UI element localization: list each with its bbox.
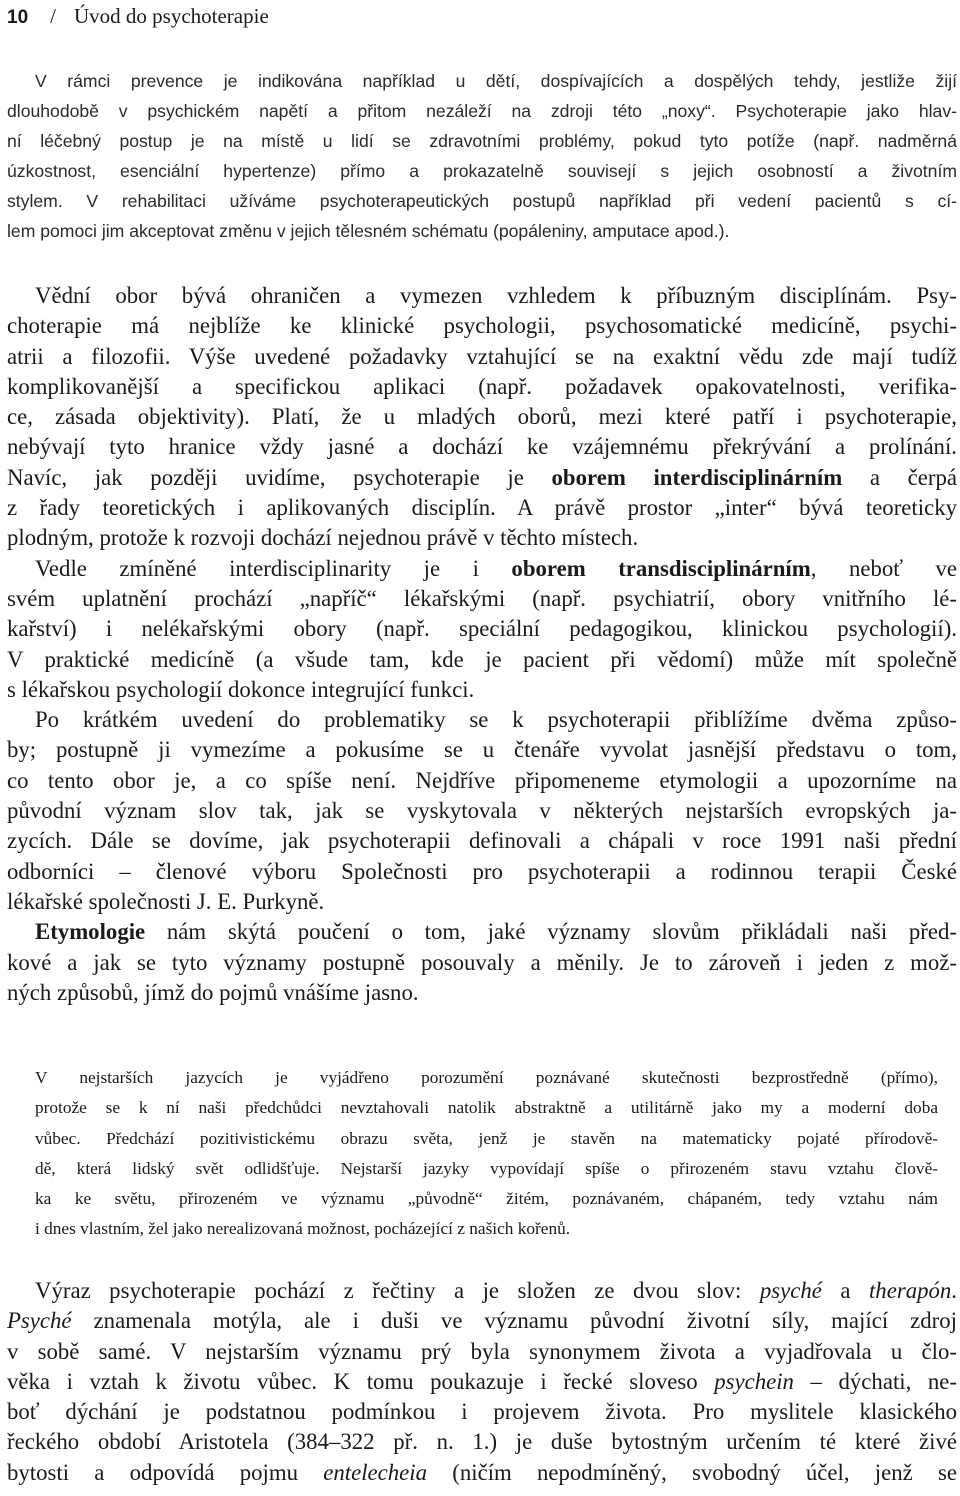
text-line: atrii a filozofii. Výše uvedené požadavky vztahující se na exaktní vědu zde mají tudíž bbox=[7, 343, 957, 369]
text-line: kařství) i nelékařskými obory (např. speciální pedagogikou, klinickou psychologií). bbox=[7, 616, 957, 642]
term-therapon: therapón bbox=[868, 1278, 952, 1303]
text-line: protože se k ní naši předchůdci nevztahovali natolik abstraktně a utilitárně jako my a moderní doba bbox=[35, 1098, 938, 1118]
text-line: co tento obor je, a co spíše není. Nejdříve připomeneme etymologii a upozorníme na bbox=[7, 767, 957, 793]
inset-note bbox=[35, 1063, 938, 1245]
emphasis-interdisciplinary: oborem interdisciplinárním bbox=[551, 464, 843, 490]
text-line: by; postupně ji vymezíme a pokusíme se u čtenáře vyvolat jasnější představu o tom, bbox=[7, 737, 957, 763]
text-run: znamenala motýla, ale i duši ve významu původní životní síly, mající zdroj bbox=[71, 1308, 957, 1334]
text-line: nebývají tyto hranice vždy jasné a dochází ke vzájemnému překrývání a prolínání. bbox=[7, 434, 957, 460]
text-line bbox=[7, 1306, 957, 1336]
text-line: z řady teoretických i aplikovaných disciplín. A právě prostor „inter“ bývá teoreticky bbox=[7, 495, 957, 521]
text-line: ka ke světu, přirozeném ve významu „původně“ žitém, poznávaném, chápaném, tedy vztahu nám bbox=[35, 1189, 938, 1209]
text-run: Navíc, jak později uvidíme, psychoterapie je bbox=[7, 464, 552, 490]
text-line: V nejstarších jazycích je vyjádřeno porozumění poznávané skutečnosti bezprostředně (přímo), bbox=[35, 1068, 938, 1087]
text-line: ní léčebný postup je na místě u lidí se zdravotními problémy, pokud tyto potíže (např. nadměrná bbox=[7, 131, 957, 151]
text-run: – dýchati, ne- bbox=[793, 1368, 957, 1394]
text-line: zycích. Dále se dovíme, jak psychoterapii definovali a chápali v roce 1991 naši přední bbox=[7, 828, 957, 854]
text-line bbox=[7, 463, 957, 493]
page-number: 10 bbox=[7, 7, 29, 28]
text-line: Po krátkém uvedení do problematiky se k psychoterapii přiblížíme dvěma způso- bbox=[35, 707, 957, 733]
text-line: dě, která lidský svět odlidšťuje. Nejstarší jazyky vypovídají spíše o přirozeném stavu vztahu člově- bbox=[35, 1158, 938, 1178]
text-run: nám skýtá poučení o tom, jaké významy slovům přikládali naši před- bbox=[145, 919, 957, 945]
text-line bbox=[7, 1276, 957, 1306]
chapter-title: Úvod do psychoterapie bbox=[73, 4, 269, 28]
text-line: odborníci – členové výboru Společnosti pro psychoterapii a rodinnou terapii České bbox=[7, 858, 957, 884]
emphasis-transdisciplinary: oborem transdisciplinárním bbox=[511, 555, 811, 581]
text-line: s lékařskou psychologií dokonce integrující funkci. bbox=[7, 676, 475, 702]
text-line: vůbec. Předchází pozitivistickému obrazu světa, jenž je stavěn na matematicky pojaté přírodově- bbox=[35, 1128, 938, 1148]
text-run: , neboť ve bbox=[810, 555, 957, 581]
text-line bbox=[7, 917, 957, 947]
text-run: a čerpá bbox=[842, 464, 957, 490]
text-line: lem pomoci jim akceptovat změnu v jejich tělesném schématu (popáleniny, amputace apod.). bbox=[7, 221, 730, 241]
text-line bbox=[7, 1458, 957, 1488]
term-psychein: psychein bbox=[714, 1368, 794, 1394]
text-line: boť dýchání je podstatnou podmínkou i projevem života. Pro myslitele klasického bbox=[7, 1399, 957, 1425]
term-psyche: Psyché bbox=[7, 1308, 72, 1334]
text-line: i dnes vlastním, žel jako nerealizovaná možnost, pocházející z našich kořenů. bbox=[35, 1219, 571, 1239]
text-line: původní význam slov tak, jak se vyskytovala v některých nejstarších evropských ja- bbox=[7, 798, 957, 824]
text-line: V praktické medicíně (a všude tam, kde je pacient při vědomí) může mít společně bbox=[7, 646, 957, 672]
text-line bbox=[7, 554, 957, 584]
text-line: lékařské společnosti J. E. Purkyně. bbox=[7, 888, 325, 914]
running-header bbox=[7, 3, 269, 31]
text-line: svém uplatnění prochází „napříč“ lékařskými (např. psychiatrií, obory vnitřního lé- bbox=[7, 585, 957, 611]
text-run: Vedle zmíněné interdisciplinarity je i bbox=[35, 555, 512, 581]
text-line: komplikovanější a specifickou aplikaci (např. požadavek opakovatelnosti, verifika- bbox=[7, 373, 957, 399]
emphasis-etymology: Etymologie bbox=[35, 919, 146, 945]
text-line: řeckého období Aristotela (384–322 př. n. 1.) je duše bytostným určením té které živé bbox=[7, 1429, 957, 1455]
text-line: V rámci prevence je indikována například u dětí, dospívajících a dospělých tehdy, jestliže žijí bbox=[35, 71, 957, 91]
text-line: úzkostnost, esenciální hypertenze) přímo a prokazatelně souvisejí s jejich osobností a životním bbox=[7, 161, 957, 181]
text-run: bytosti a odpovídá pojmu bbox=[7, 1459, 324, 1485]
paragraph-prevention bbox=[7, 66, 957, 246]
text-run: a bbox=[821, 1278, 869, 1303]
text-line: Vědní obor bývá ohraničen a vymezen vzhledem k příbuzným disciplínám. Psy- bbox=[35, 283, 957, 308]
text-line: choterapie má nejblíže ke klinické psychologii, psychosomatické medicíně, psychi- bbox=[7, 313, 957, 339]
text-line: kové a jak se tyto významy postupně posouvaly a měnily. Je to zároveň i jeden z mož- bbox=[7, 949, 957, 975]
text-line: v sobě samé. V nejstarším významu prý byla synonymem života a vyjadřovala u člo- bbox=[7, 1338, 957, 1364]
text-line: plodným, protože k rozvoji dochází nejednou právě v těchto místech. bbox=[7, 525, 639, 551]
text-run: věka i vztah k životu vůbec. K tomu poukazuje i řecké sloveso bbox=[7, 1368, 715, 1394]
text-line: dlouhodobě v psychickém napětí a přitom nezáleží na zdroji této „noxy“. Psychoterapie jako hlav- bbox=[7, 101, 957, 121]
term-psyche: psyché bbox=[759, 1278, 822, 1303]
paragraph-psychotherapy-term bbox=[7, 1276, 957, 1488]
text-line: ce, zásada objektivity). Platí, že u mladých oborů, mezi které patří i psychoterapie, bbox=[7, 404, 957, 430]
text-run: (ničím nepodmíněný, svobodný účel, jenž se bbox=[427, 1459, 957, 1485]
text-run: . bbox=[951, 1278, 957, 1303]
text-line bbox=[7, 1367, 957, 1397]
header-separator: / bbox=[50, 4, 56, 28]
text-line: ných způsobů, jímž do pojmů vnášíme jasno. bbox=[7, 979, 419, 1005]
text-line: stylem. V rehabilitaci užíváme psychoterapeutických postupů například při vedení pacientů s cí- bbox=[7, 191, 957, 211]
text-run: Výraz psychoterapie pochází z řečtiny a je složen ze dvou slov: bbox=[35, 1278, 760, 1303]
term-entelecheia: entelecheia bbox=[323, 1459, 428, 1485]
main-text bbox=[7, 281, 957, 1008]
